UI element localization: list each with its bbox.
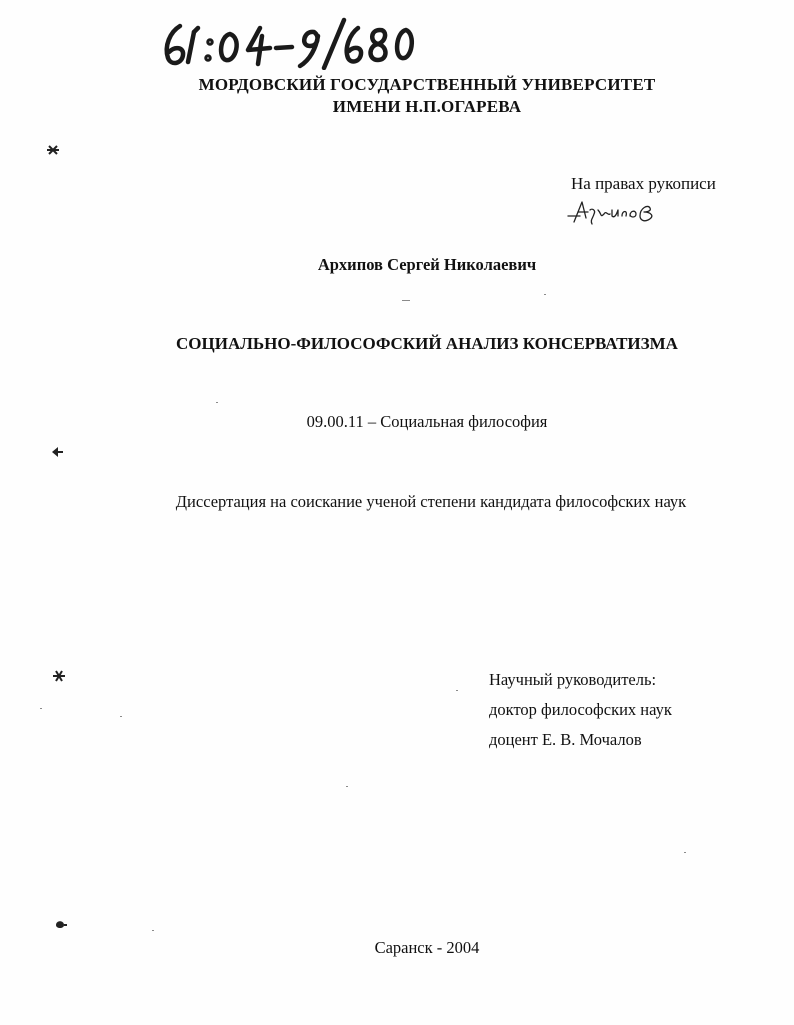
margin-mark-icon	[54, 918, 68, 930]
scan-speck	[456, 690, 458, 691]
handwritten-archive-code	[158, 14, 418, 70]
dissertation-title: СОЦИАЛЬНО-ФИЛОСОФСКИЙ АНАЛИЗ КОНСЕРВАТИЗМА	[176, 334, 678, 353]
scan-speck	[40, 708, 42, 709]
margin-mark-icon	[52, 670, 66, 682]
manuscript-rights-note: На правах рукописи	[571, 174, 716, 193]
supervisor-label: Научный руководитель:	[489, 670, 657, 689]
margin-mark-icon	[46, 144, 60, 156]
degree-statement: Диссертация на соискание ученой степени кандидата философских наук	[175, 492, 687, 511]
margin-mark-icon	[50, 446, 64, 458]
scan-speck	[544, 294, 546, 295]
scan-speck	[120, 716, 122, 717]
scan-speck	[152, 930, 154, 931]
city-year: Саранск - 2004	[374, 938, 480, 957]
supervisor-name: доцент Е. В. Мочалов	[489, 730, 642, 749]
scan-speck	[216, 402, 218, 403]
author-signature	[566, 196, 666, 226]
scan-speck	[346, 786, 348, 787]
supervisor-degree: доктор философских наук	[489, 700, 672, 719]
scan-speck	[684, 852, 686, 853]
specialty-code: 09.00.11 – Социальная философия	[306, 412, 548, 431]
university-name-line2: ИМЕНИ Н.П.ОГАРЕВА	[332, 97, 522, 116]
scan-speck	[402, 300, 410, 301]
university-name-line1: МОРДОВСКИЙ ГОСУДАРСТВЕННЫЙ УНИВЕРСИТЕТ	[198, 75, 656, 94]
author-name: Архипов Сергей Николаевич	[317, 255, 537, 274]
